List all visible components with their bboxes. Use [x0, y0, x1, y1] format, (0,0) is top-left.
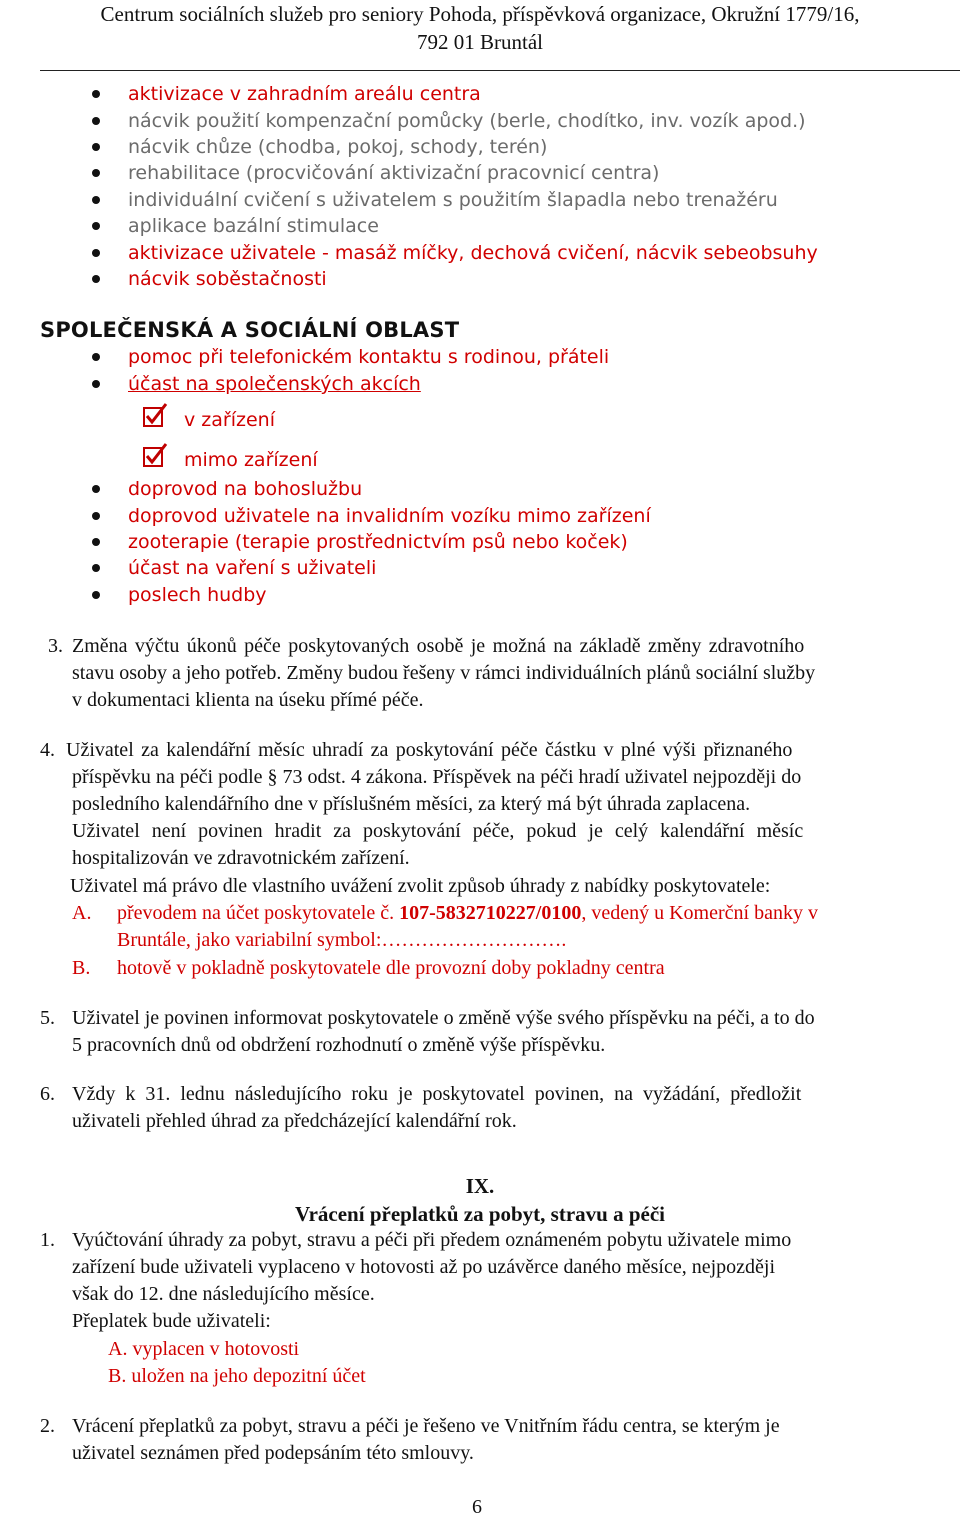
paragraph-number: 5. — [40, 1007, 55, 1029]
payment-option-a — [117, 900, 818, 927]
bullet — [92, 117, 100, 125]
paragraph-line: 5 pracovních dnů od obdržení rozhodnutí o změně výše příspěvku. — [72, 1034, 606, 1056]
paragraph-number: 3. — [48, 635, 63, 657]
checkbox-checked-icon — [142, 402, 170, 430]
bullet — [92, 564, 100, 572]
bullet — [92, 196, 100, 204]
section-heading-social: SPOLEČENSKÁ A SOCIÁLNÍ OBLAST — [40, 318, 460, 342]
header-line-1: Centrum sociálních služeb pro seniory Pohoda, příspěvková organizace, Okružní 1779/16, — [100, 2, 860, 26]
bullet — [92, 380, 100, 388]
bullet — [92, 353, 100, 361]
check-item: mimo zařízení — [184, 449, 318, 471]
paragraph-line: Změna výčtu úkonů péče poskytovaných osobě je možná na základě změny zdravotního — [72, 635, 805, 657]
payment-option-a-line2: Bruntále, jako variabilní symbol:………………………. — [117, 929, 567, 951]
paragraph-line: Uživatel není povinen hradit za poskytování péče, pokud je celý kalendářní měsíc — [72, 820, 804, 842]
list-item: doprovod uživatele na invalidním vozíku mimo zařízení — [128, 505, 651, 527]
list-item: zooterapie (terapie prostřednictvím psů nebo koček) — [128, 531, 628, 553]
checkbox-checked-icon — [142, 442, 170, 470]
bullet — [92, 143, 100, 151]
payment-option-b: hotově v pokladně poskytovatele dle provozní doby pokladny centra — [117, 957, 665, 979]
paragraph-line: Uživatel je povinen informovat poskytovatele o změně výše svého příspěvku na péči, a to do — [72, 1007, 815, 1029]
paragraph-line: Uživatel za kalendářní měsíc uhradí za poskytování péče částku v plné výši přiznaného — [66, 739, 793, 761]
paragraph-line: Vyúčtování úhrady za pobyt, stravu a péči při předem oznámeném pobytu uživatele mimo — [72, 1229, 792, 1251]
section-number: IX. — [465, 1174, 495, 1198]
refund-option-a: A. vyplacen v hotovosti — [108, 1338, 300, 1360]
list-item: pomoc při telefonickém kontaktu s rodinou, přáteli — [128, 346, 610, 368]
payment-option-a-text: převodem na účet poskytovatele č. — [117, 902, 400, 924]
paragraph-number: 6. — [40, 1083, 55, 1105]
bullet — [92, 591, 100, 599]
paragraph-line: uživatel seznámen před podepsáním této smlouvy. — [72, 1442, 474, 1464]
bullet — [92, 222, 100, 230]
header-rule — [40, 70, 960, 71]
paragraph-line: zařízení bude uživateli vyplaceno v hotovosti až po uzávěrce daného měsíce, nejpozději — [72, 1256, 776, 1278]
paragraph-number: 4. — [40, 739, 55, 761]
bullet — [92, 512, 100, 520]
check-item: v zařízení — [184, 409, 275, 431]
payment-option-label: B. — [72, 957, 91, 979]
paragraph-line: Vrácení přeplatků za pobyt, stravu a péči je řešeno ve Vnitřním řádu centra, se kterým je — [72, 1415, 780, 1437]
bullet — [92, 485, 100, 493]
bullet — [92, 538, 100, 546]
paragraph-line: Přeplatek bude uživateli: — [72, 1310, 271, 1332]
paragraph-line: v dokumentaci klienta na úseku přímé péče. — [72, 689, 424, 711]
paragraph-line: posledního kalendářního dne v příslušném měsíci, za který má být úhrada zaplacena. — [72, 793, 751, 815]
list-item: účast na společenských akcích — [128, 373, 421, 395]
bullet — [92, 169, 100, 177]
refund-option-b: B. uložen na jeho depozitní účet — [108, 1365, 366, 1387]
list-item: aktivizace v zahradním areálu centra — [128, 83, 481, 105]
list-item: nácvik použití kompenzační pomůcky (berle, chodítko, inv. vozík apod.) — [128, 110, 806, 132]
payment-option-a-bank: , vedený u Komerční banky v — [581, 902, 818, 924]
list-item: aplikace bazální stimulace — [128, 215, 379, 237]
header-line-2: 792 01 Bruntál — [417, 30, 543, 54]
paragraph-line: stavu osoby a jeho potřeb. Změny budou řešeny v rámci individuálních plánů sociální služby — [72, 662, 816, 684]
bank-account-number: 107-5832710227/0100 — [399, 902, 582, 924]
list-item: individuální cvičení s uživatelem s použitím šlapadla nebo trenažéru — [128, 189, 778, 211]
section-title: Vrácení přeplatků za pobyt, stravu a péči — [294, 1202, 665, 1226]
list-item: nácvik chůze (chodba, pokoj, schody, terén) — [128, 136, 548, 158]
paragraph-line: příspěvku na péči podle § 73 odst. 4 zákona. Příspěvek na péči hradí uživatel nejpozději do — [72, 766, 802, 788]
page-number: 6 — [472, 1496, 482, 1518]
paragraph-line: však do 12. dne následujícího měsíce. — [72, 1283, 375, 1305]
list-item: poslech hudby — [128, 584, 267, 606]
bullet — [92, 90, 100, 98]
bullet — [92, 249, 100, 257]
list-item: rehabilitace (procvičování aktivizační pracovnicí centra) — [128, 162, 660, 184]
bullet — [92, 275, 100, 283]
list-item: nácvik soběstačnosti — [128, 268, 327, 290]
list-item: účast na vaření s uživateli — [128, 557, 377, 579]
paragraph-line: Vždy k 31. lednu následujícího roku je poskytovatel povinen, na vyžádání, předložit — [72, 1083, 802, 1105]
paragraph-number: 1. — [40, 1229, 55, 1251]
list-item: aktivizace uživatele - masáž míčky, dechová cvičení, nácvik sebeobsuhy — [128, 242, 818, 264]
payment-option-label: A. — [72, 902, 92, 924]
paragraph-line: hospitalizován ve zdravotnickém zařízení. — [72, 847, 410, 869]
paragraph-line: Uživatel má právo dle vlastního uvážení zvolit způsob úhrady z nabídky poskytovatele: — [70, 875, 771, 897]
list-item: doprovod na bohoslužbu — [128, 478, 363, 500]
paragraph-line: uživateli přehled úhrad za předcházející kalendářní rok. — [72, 1110, 517, 1132]
paragraph-number: 2. — [40, 1415, 55, 1437]
